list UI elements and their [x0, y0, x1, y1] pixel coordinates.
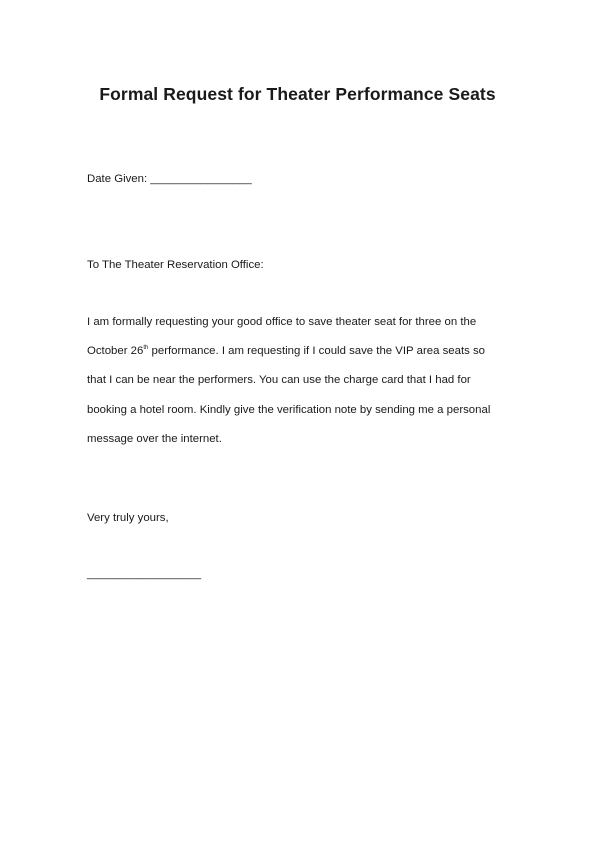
letter-body: [87, 314, 517, 460]
body-line-2: [87, 343, 517, 372]
ordinal-suffix: th: [143, 345, 149, 352]
body-line-4: booking a hotel room. Kindly give the verification note by sending me a personal: [87, 403, 491, 416]
body-line-3: that I can be near the performers. You can use the charge card that I had for: [87, 374, 471, 387]
body-line-5: message over the internet.: [87, 432, 222, 445]
body-line-2-start: October 26: [87, 345, 144, 358]
letter-title: Formal Request for Theater Performance Seats: [99, 84, 496, 104]
closing: Very truly yours,: [87, 512, 169, 524]
signature-line: __________________: [87, 568, 202, 580]
salutation: To The Theater Reservation Office:: [87, 259, 264, 271]
body-line-1: I am formally requesting your good office to save theater seat for three on the: [87, 316, 477, 328]
date-given-line: Date Given: ________________: [87, 173, 252, 185]
body-line-2-end: performance. I am requesting if I could save the VIP area seats so: [148, 345, 485, 358]
